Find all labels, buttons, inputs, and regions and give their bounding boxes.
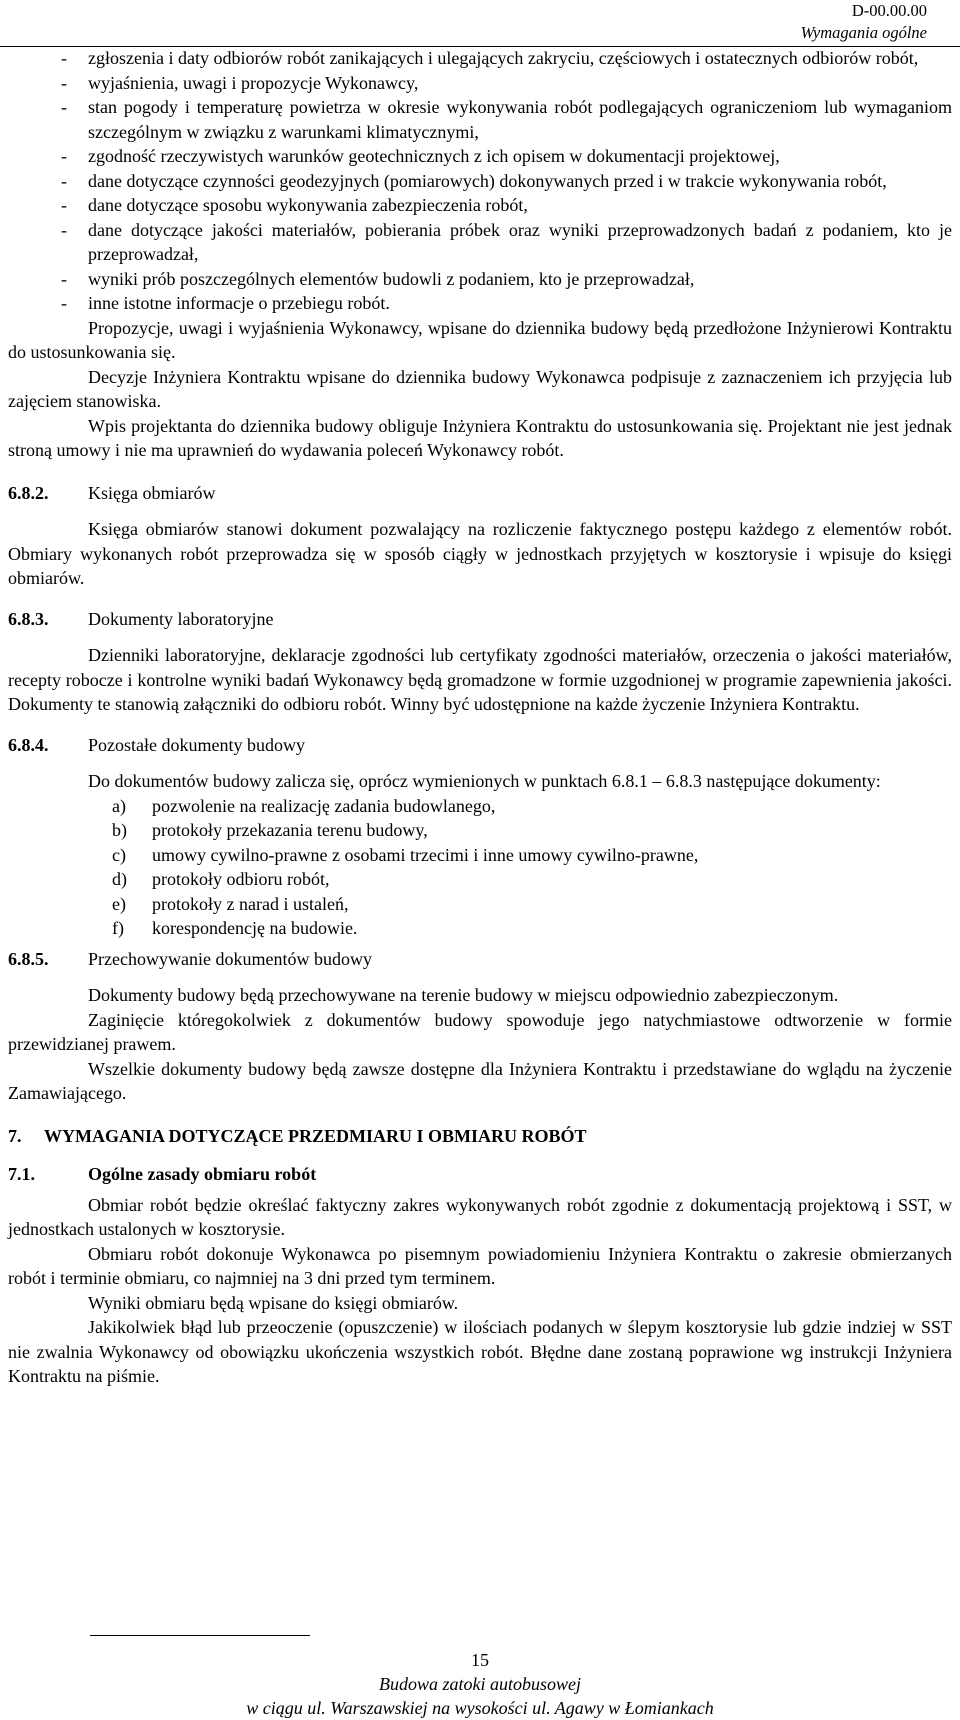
section-heading-7 [8, 1124, 952, 1149]
list-item: c) umowy cywilno-prawne z osobami trzecimi i inne umowy cywilno-prawne, [112, 844, 699, 865]
list-item: - wyjaśnienia, uwagi i propozycje Wykonawcy, [61, 72, 419, 93]
list-item: e) protokoły z narad i ustaleń, [112, 893, 349, 914]
list-item: - zgodność rzeczywistych warunków geotechnicznych z ich opisem w dokumentacji projektowej, [61, 146, 780, 166]
paragraph: Obmiaru robót dokonuje Wykonawca po pisemnym powiadomieniu Inżyniera Kontraktu o zakresie obmierzanych robót i terminie obmiaru, co najmniej na 3 dni przed tym terminem. [8, 1243, 952, 1288]
header-subtitle: Wymagania ogólne [800, 23, 927, 42]
page-header [801, 0, 927, 44]
paragraph: Wszelkie dokumenty budowy będą zawsze dostępne dla Inżyniera Kontraktu i przedstawiane do wglądu na życzenie Zamawiającego. [8, 1058, 952, 1103]
list-item: - dane dotyczące sposobu wykonywania zabezpieczenia robót, [61, 195, 528, 215]
paragraph: Obmiar robót będzie określać faktyczny zakres wykonywanych robót zgodnie z dokumentacją projektową i SST, w jednostkach ustalonych w kosztorysie. [8, 1194, 952, 1239]
list-item: b) protokoły przekazania terenu budowy, [112, 820, 428, 840]
list-item: - wyniki prób poszczególnych elementów budowli z podaniem, kto je przeprowadzał, [61, 268, 695, 289]
page-content [8, 46, 952, 1389]
section-title: Ogólne zasady obmiaru robót [88, 1164, 317, 1184]
section-number: 7.1. [8, 1164, 35, 1184]
footer-line-1: Budowa zatoki autobusowej [379, 1674, 581, 1694]
paragraph: Do dokumentów budowy zalicza się, oprócz wymienionych w punktach 6.8.1 – 6.8.3 następujące dokumenty: [88, 771, 881, 791]
list-item: - dane dotyczące czynności geodezyjnych (pomiarowych) dokonywanych przed i w trakcie wykonywania robót, [61, 170, 887, 191]
section-title: Przechowywanie dokumentów budowy [88, 948, 372, 969]
page-footer [0, 1648, 960, 1720]
list-item: - zgłoszenia i daty odbiorów robót zanikających i ulegających zakryciu, częściowych i ostatecznych odbiorów robót, [61, 48, 919, 68]
header-code: D-00.00.00 [851, 1, 927, 20]
section-heading-6-8-3 [8, 607, 952, 632]
section-number: 6.8.3. [8, 608, 49, 629]
section-number: 6.8.4. [8, 734, 49, 755]
section-number: 6.8.2. [8, 482, 49, 503]
section-heading-6-8-5 [8, 947, 952, 972]
list-item: - stan pogody i temperaturę powietrza w okresie wykonywania robót podlegających ograniczeniom lub wymaganiom szczególnym w związku z warunkami klimatycznymi, [61, 97, 952, 142]
paragraph: Propozycje, uwagi i wyjaśnienia Wykonawcy, wpisane do dziennika budowy będą przedłożone Inżynierowi Kontraktu do ustosunkowania się. [8, 317, 952, 362]
section-number: 6.8.5. [8, 948, 49, 969]
documents-list [8, 794, 952, 941]
list-item: f) korespondencję na budowie. [112, 918, 358, 938]
page-number: 15 [471, 1650, 489, 1670]
list-item: - inne istotne informacje o przebiegu robót. [61, 293, 390, 313]
section-heading-7-1 [8, 1162, 952, 1187]
paragraph: Wpis projektanta do dziennika budowy obliguje Inżyniera Kontraktu do ustosunkowania się. Projektant nie jest jednak stroną umowy i nie ma uprawnień do wydawania poleceń Wykonawcy robót. [8, 415, 952, 460]
section-title: WYMAGANIA DOTYCZĄCE PRZEDMIARU I OBMIARU ROBÓT [44, 1125, 587, 1146]
list-item: d) protokoły odbioru robót, [112, 869, 330, 889]
paragraph: Dzienniki laboratoryjne, deklaracje zgodności lub certyfikaty zgodności materiałów, orzeczenia o jakości materiałów, recepty robocze i kontrolne wyniki badań Wykonawcy będą gromadzone w formie uzgodnionej w programie zapewnienia jakości. Dokumenty te stanowią załączniki do odbioru robót. Winny być udostępnione na każde życzenie Inżyniera Kontraktu. [8, 645, 952, 714]
list-item: a) pozwolenie na realizację zadania budowlanego, [112, 795, 496, 816]
paragraph: Wyniki obmiaru będą wpisane do księgi obmiarów. [88, 1292, 459, 1313]
section-title: Pozostałe dokumenty budowy [88, 734, 305, 755]
paragraph: Księga obmiarów stanowi dokument pozwalający na rozliczenie faktycznego postępu każdego z elementów robót. Obmiary wykonanych robót przeprowadza się w sposób ciągły w jednostkach przyjętych w kosztorysie i wpisuje do księgi obmiarów. [8, 519, 952, 588]
section-number: 7. [8, 1125, 22, 1146]
paragraph: Zaginięcie któregokolwiek z dokumentów budowy spowoduje jego natychmiastowe odtworzenie w formie przewidzianej prawem. [8, 1009, 952, 1054]
entries-list [8, 46, 952, 316]
section-heading-6-8-2 [8, 481, 952, 506]
paragraph: Jakikolwiek błąd lub przeoczenie (opuszczenie) w ilościach podanych w ślepym kosztorysie lub gdzie indziej w SST nie zwalnia Wykonawcy od obowiązku ukończenia wszystkich robót. Błędne dane zostaną poprawione wg instrukcji Inżyniera Kontraktu na piśmie. [8, 1317, 952, 1386]
paragraph: Decyzje Inżyniera Kontraktu wpisane do dziennika budowy Wykonawca podpisuje z zaznaczeniem ich przyjęcia lub zajęciem stanowiska. [8, 366, 952, 411]
list-item: - dane dotyczące jakości materiałów, pobierania próbek oraz wyniki przeprowadzonych badań z podaniem, kto je przeprowadzał, [61, 219, 952, 264]
paragraph: Dokumenty budowy będą przechowywane na terenie budowy w miejscu odpowiednio zabezpieczonym. [88, 985, 839, 1005]
footer-rule [90, 1635, 310, 1636]
section-title: Księga obmiarów [88, 482, 216, 503]
section-title: Dokumenty laboratoryjne [88, 608, 274, 629]
footer-line-2: w ciągu ul. Warszawskiej na wysokości ul. Agawy w Łomiankach [246, 1698, 714, 1718]
section-heading-6-8-4 [8, 733, 952, 758]
